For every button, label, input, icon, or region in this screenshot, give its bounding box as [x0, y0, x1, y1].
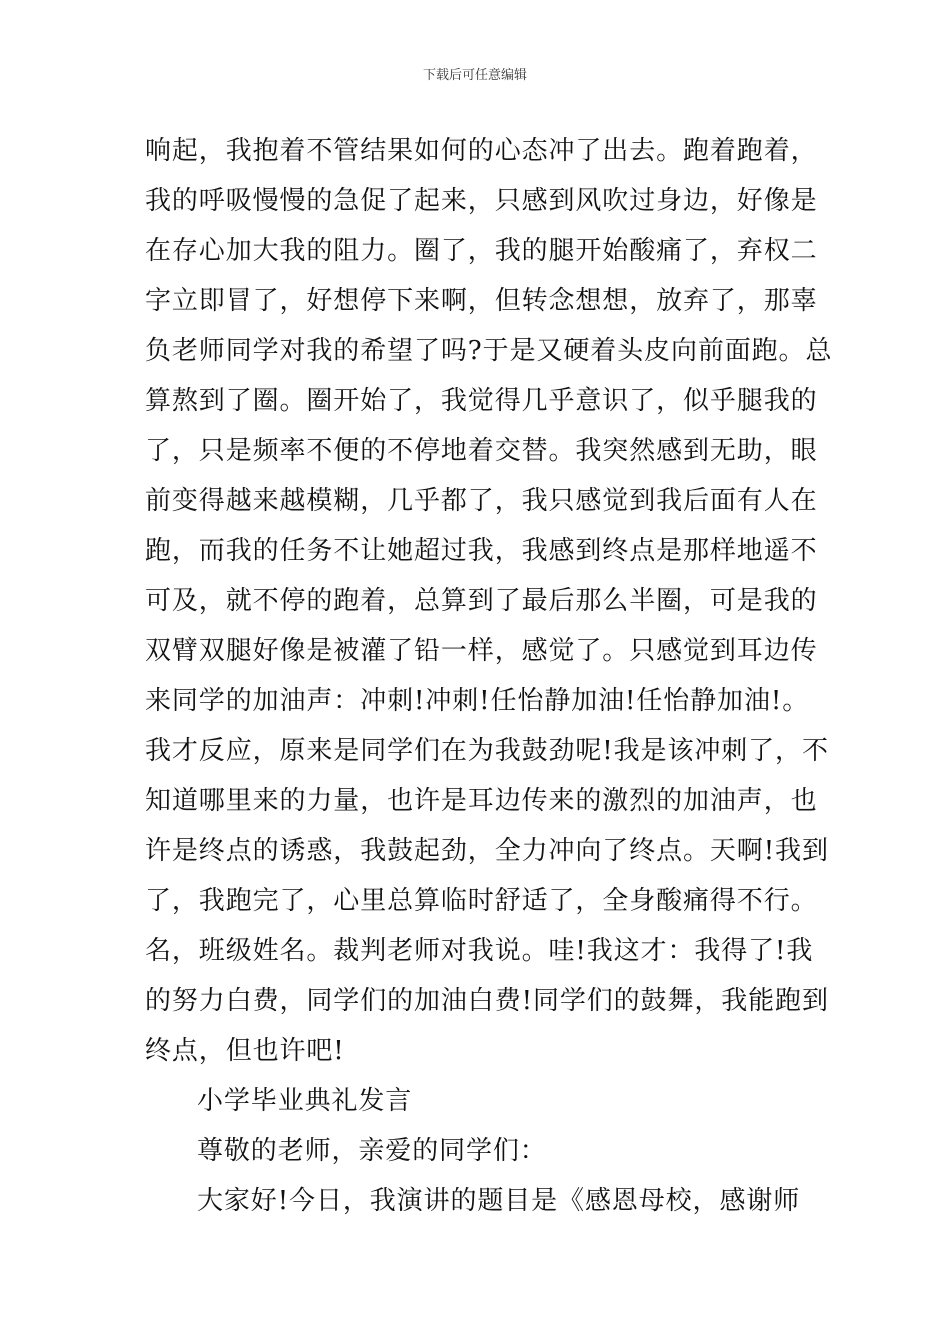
text-line: 跑，而我的任务不让她超过我，我感到终点是那样地遥不 [145, 536, 818, 566]
text-line: 了，我跑完了，心里总算临时舒适了，全身酸痛得不行。 [145, 886, 818, 916]
text-line: 在存心加大我的阻力。圈了，我的腿开始酸痛了，弃权二 [145, 236, 818, 266]
text-line: 字立即冒了，好想停下来啊，但转念想想，放弃了，那辜 [145, 286, 818, 316]
text-line: 我的呼吸慢慢的急促了起来，只感到风吹过身边，好像是 [145, 186, 818, 216]
text-line: 我才反应，原来是同学们在为我鼓劲呢!我是该冲刺了，不 [145, 736, 829, 766]
salutation: 尊敬的老师，亲爱的同学们： [197, 1136, 547, 1166]
text-line: 双臂双腿好像是被灌了铅一样，感觉了。只感觉到耳边传 [145, 636, 818, 666]
text-line: 算熬到了圈。圈开始了，我觉得几乎意识了，似乎腿我的 [145, 386, 818, 416]
text-line: 终点，但也许吧! [145, 1036, 345, 1066]
text-line: 了，只是频率不便的不停地着交替。我突然感到无助，眼 [145, 436, 818, 466]
text-line: 可及，就不停的跑着，总算到了最后那么半圈，可是我的 [145, 586, 818, 616]
text-line: 的努力白费，同学们的加油白费!同学们的鼓舞，我能跑到 [145, 986, 829, 1016]
text-line: 响起，我抱着不管结果如何的心态冲了出去。跑着跑着， [145, 136, 818, 166]
document-body [145, 126, 833, 1226]
text-line: 来同学的加油声：冲刺!冲刺!任怡静加油!任怡静加油!。 [145, 686, 810, 716]
opening-line: 大家好!今日，我演讲的题目是《感恩母校，感谢师 [197, 1186, 801, 1216]
speech-title: 小学毕业典礼发言 [197, 1086, 413, 1116]
text-line: 前变得越来越模糊，几乎都了，我只感觉到我后面有人在 [145, 486, 818, 516]
text-line: 许是终点的诱惑，我鼓起劲，全力冲向了终点。天啊!我到 [145, 836, 829, 866]
text-line: 知道哪里来的力量，也许是耳边传来的激烈的加油声，也 [145, 786, 818, 816]
page-header: 下载后可任意编辑 [422, 68, 527, 83]
text-line: 负老师同学对我的希望了吗?于是又硬着头皮向前面跑。总 [145, 336, 833, 366]
text-line: 名，班级姓名。裁判老师对我说。哇!我这才：我得了!我 [145, 936, 814, 966]
